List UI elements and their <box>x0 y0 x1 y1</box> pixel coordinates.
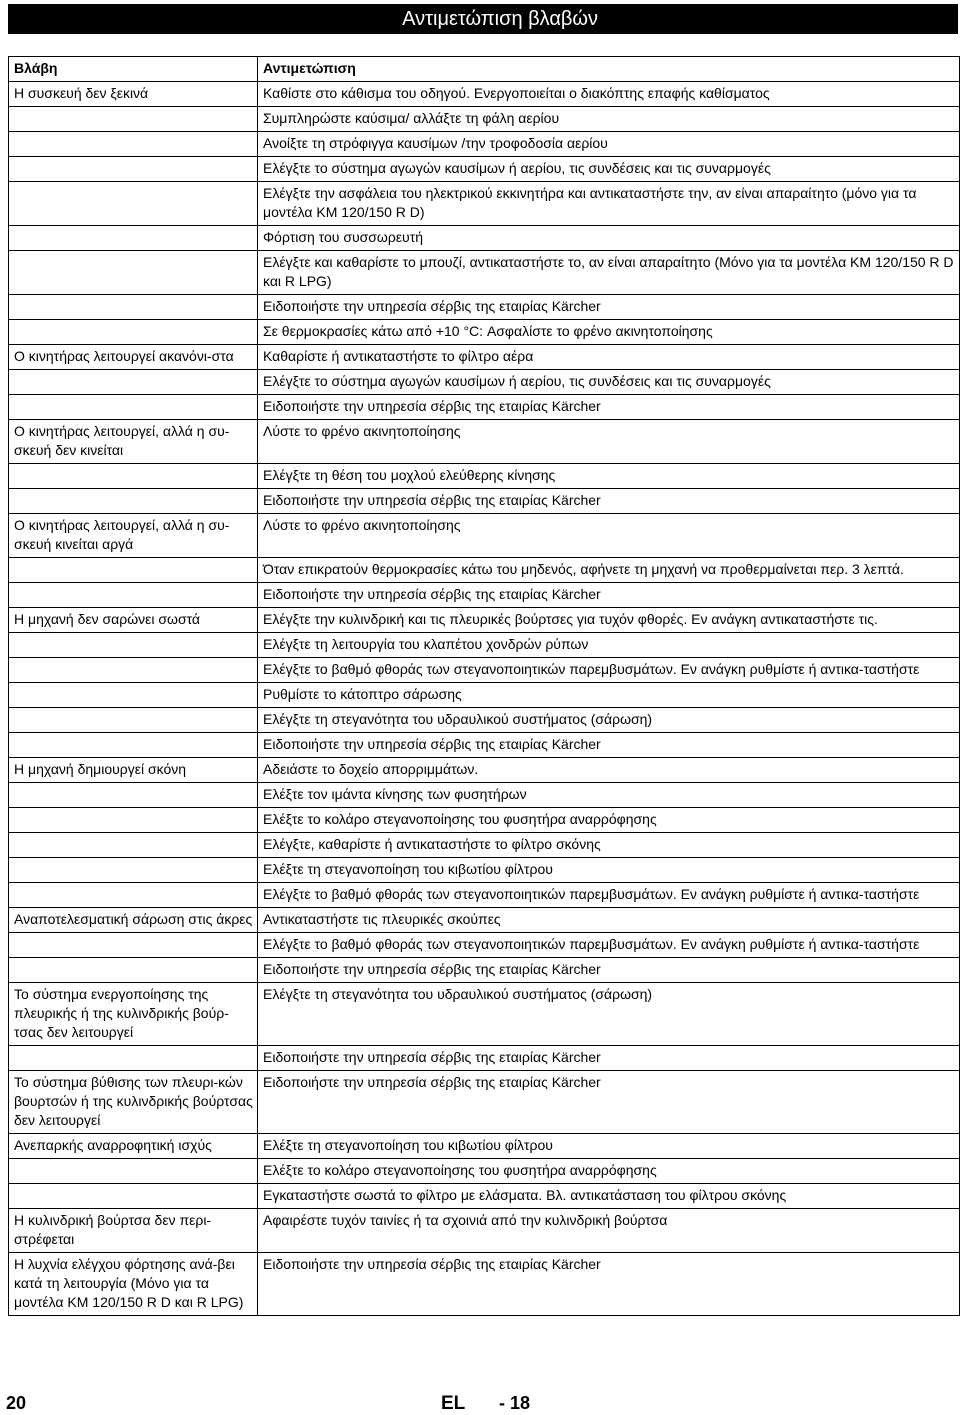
remedy-cell: Συμπληρώστε καύσιμα/ αλλάξτε τη φάλη αερίου <box>258 107 960 132</box>
section-header-bar <box>8 4 958 34</box>
fault-cell-empty <box>9 1184 258 1209</box>
table-row <box>9 883 960 908</box>
table-row <box>9 345 960 370</box>
fault-cell: Η μηχανή δεν σαρώνει σωστά <box>9 608 258 633</box>
table-row <box>9 1184 960 1209</box>
fault-cell-empty <box>9 464 258 489</box>
remedy-cell: Όταν επικρατούν θερμοκρασίες κάτω του μηδενός, αφήνετε τη μηχανή να προθερμαίνεται περ. 3 λεπτά. <box>258 558 960 583</box>
fault-cell-empty <box>9 320 258 345</box>
table-row <box>9 658 960 683</box>
remedy-cell: Ειδοποιήστε την υπηρεσία σέρβις της εταιρίας Kärcher <box>258 958 960 983</box>
remedy-cell: Ελέγξτε το βαθμό φθοράς των στεγανοποιητικών παρεμβυσμάτων. Εν ανάγκη ρυθμίστε ή αντικα-ταστήστε <box>258 658 960 683</box>
table-row <box>9 908 960 933</box>
fault-cell: Το σύστημα ενεργοποίησης της πλευρικής ή της κυλινδρικής βούρ-τσας δεν λειτουργεί <box>9 983 258 1046</box>
table-row <box>9 1071 960 1134</box>
remedy-cell: Ελέγξτε τη θέση του μοχλού ελεύθερης κίνησης <box>258 464 960 489</box>
table-body <box>9 82 960 1316</box>
table-row <box>9 132 960 157</box>
table-row <box>9 157 960 182</box>
remedy-cell: Ειδοποιήστε την υπηρεσία σέρβις της εταιρίας Kärcher <box>258 733 960 758</box>
column-header-fault: Βλάβη <box>9 57 258 82</box>
table-row <box>9 320 960 345</box>
page-number-right: - 18 <box>499 1393 531 1413</box>
table-row <box>9 608 960 633</box>
remedy-cell: Ειδοποιήστε την υπηρεσία σέρβις της εταιρίας Kärcher <box>258 1253 960 1316</box>
fault-cell: Η συσκευή δεν ξεκινά <box>9 82 258 107</box>
table-row <box>9 558 960 583</box>
remedy-cell: Ειδοποιήστε την υπηρεσία σέρβις της εταιρίας Kärcher <box>258 1071 960 1134</box>
fault-cell-empty <box>9 182 258 226</box>
table-row <box>9 1046 960 1071</box>
fault-cell-empty <box>9 658 258 683</box>
remedy-cell: Ανοίξτε τη στρόφιγγα καυσίμων /την τροφοδοσία αερίου <box>258 132 960 157</box>
fault-cell-empty <box>9 251 258 295</box>
table-row <box>9 858 960 883</box>
table-row <box>9 420 960 464</box>
remedy-cell: Ελέγξτε τη λειτουργία του κλαπέτου χονδρών ρύπων <box>258 633 960 658</box>
remedy-cell: Ελέξτε το κολάρο στεγανοποίησης του φυσητήρα αναρρόφησης <box>258 1159 960 1184</box>
table-row <box>9 958 960 983</box>
fault-cell-empty <box>9 808 258 833</box>
remedy-cell: Εγκαταστήστε σωστά το φίλτρο με ελάσματα. Βλ. αντικατάσταση του φίλτρου σκόνης <box>258 1184 960 1209</box>
remedy-cell: Ελέγξτε την κυλινδρική και τις πλευρικές βούρτσες για τυχόν φθορές. Εν ανάγκη αντικαταστήστε τις. <box>258 608 960 633</box>
remedy-cell: Ειδοποιήστε την υπηρεσία σέρβις της εταιρίας Kärcher <box>258 583 960 608</box>
table-row <box>9 251 960 295</box>
fault-cell-empty <box>9 683 258 708</box>
remedy-cell: Ελέξτε το κολάρο στεγανοποίησης του φυσητήρα αναρρόφησης <box>258 808 960 833</box>
fault-cell-empty <box>9 583 258 608</box>
table-row <box>9 633 960 658</box>
remedy-cell: Ειδοποιήστε την υπηρεσία σέρβις της εταιρίας Kärcher <box>258 295 960 320</box>
table-row <box>9 1159 960 1184</box>
fault-cell-empty <box>9 226 258 251</box>
table-row <box>9 370 960 395</box>
table-row <box>9 464 960 489</box>
fault-cell-empty <box>9 783 258 808</box>
remedy-cell: Ελέγξτε το σύστημα αγωγών καυσίμων ή αερίου, τις συνδέσεις και τις συναρμογές <box>258 157 960 182</box>
table-row <box>9 82 960 107</box>
fault-cell-empty <box>9 708 258 733</box>
fault-cell-empty <box>9 157 258 182</box>
table-row <box>9 808 960 833</box>
fault-cell: Η λυχνία ελέγχου φόρτησης ανά-βει κατά τη λειτουργία (Μόνο για τα μοντέλα KM 120/150 R D και R LPG) <box>9 1253 258 1316</box>
table-row <box>9 758 960 783</box>
remedy-cell: Ρυθμίστε το κάτοπτρο σάρωσης <box>258 683 960 708</box>
remedy-cell: Αφαιρέστε τυχόν ταινίες ή τα σχοινιά από την κυλινδρική βούρτσα <box>258 1209 960 1253</box>
remedy-cell: Ελέγξτε το σύστημα αγωγών καυσίμων ή αερίου, τις συνδέσεις και τις συναρμογές <box>258 370 960 395</box>
fault-cell: Ο κινητήρας λειτουργεί, αλλά η συ-σκευή κινείται αργά <box>9 514 258 558</box>
page-title: Αντιμετώπιση βλαβών <box>402 8 598 30</box>
fault-cell: Το σύστημα βύθισης των πλευρι-κών βουρτσών ή της κυλινδρικής βούρτσας δεν λειτουργεί <box>9 1071 258 1134</box>
fault-cell-empty <box>9 558 258 583</box>
remedy-cell: Λύστε το φρένο ακινητοποίησης <box>258 514 960 558</box>
column-header-remedy: Αντιμετώπιση <box>258 57 960 82</box>
remedy-cell: Ελέξτε τη στεγανοποίηση του κιβωτίου φίλτρου <box>258 1134 960 1159</box>
fault-cell: Ανεπαρκής αναρροφητική ισχύς <box>9 1134 258 1159</box>
remedy-cell: Ελέγξτε τη στεγανότητα του υδραυλικού συστήματος (σάρωση) <box>258 708 960 733</box>
table-row <box>9 733 960 758</box>
table-row <box>9 583 960 608</box>
table-row <box>9 295 960 320</box>
table-row <box>9 1253 960 1316</box>
fault-cell-empty <box>9 489 258 514</box>
table-row <box>9 683 960 708</box>
fault-cell-empty <box>9 733 258 758</box>
table-row <box>9 708 960 733</box>
table-row <box>9 395 960 420</box>
fault-cell-empty <box>9 132 258 157</box>
table-row <box>9 514 960 558</box>
table-row <box>9 833 960 858</box>
remedy-cell: Λύστε το φρένο ακινητοποίησης <box>258 420 960 464</box>
remedy-cell: Ειδοποιήστε την υπηρεσία σέρβις της εταιρίας Kärcher <box>258 395 960 420</box>
table-row <box>9 1209 960 1253</box>
fault-cell-empty <box>9 633 258 658</box>
remedy-cell: Ειδοποιήστε την υπηρεσία σέρβις της εταιρίας Kärcher <box>258 1046 960 1071</box>
fault-cell-empty <box>9 370 258 395</box>
table-row <box>9 226 960 251</box>
remedy-cell: Αδειάστε το δοχείο απορριμμάτων. <box>258 758 960 783</box>
table-row <box>9 107 960 132</box>
fault-cell-empty <box>9 883 258 908</box>
page-number-left: 20 <box>6 1393 27 1413</box>
fault-cell: Ο κινητήρας λειτουργεί ακανόνι-στα <box>9 345 258 370</box>
remedy-cell: Ελέγξτε, καθαρίστε ή αντικαταστήστε το φίλτρο σκόνης <box>258 833 960 858</box>
fault-cell: Η μηχανή δημιουργεί σκόνη <box>9 758 258 783</box>
remedy-cell: Ελέξτε τη στεγανοποίηση του κιβωτίου φίλτρου <box>258 858 960 883</box>
remedy-cell: Σε θερμοκρασίες κάτω από +10 °C: Ασφαλίστε το φρένο ακινητοποίησης <box>258 320 960 345</box>
remedy-cell: Ειδοποιήστε την υπηρεσία σέρβις της εταιρίας Kärcher <box>258 489 960 514</box>
table-header-row <box>9 57 960 82</box>
troubleshooting-table <box>8 56 960 1316</box>
fault-cell-empty <box>9 107 258 132</box>
fault-cell-empty <box>9 395 258 420</box>
fault-cell: Ο κινητήρας λειτουργεί, αλλά η συ-σκευή δεν κινείται <box>9 420 258 464</box>
remedy-cell: Ελέγξτε τη στεγανότητα του υδραυλικού συστήματος (σάρωση) <box>258 983 960 1046</box>
remedy-cell: Φόρτιση του συσσωρευτή <box>258 226 960 251</box>
table-row <box>9 489 960 514</box>
remedy-cell: Ελέγξτε το βαθμό φθοράς των στεγανοποιητικών παρεμβυσμάτων. Εν ανάγκη ρυθμίστε ή αντικα-ταστήστε <box>258 883 960 908</box>
table-row <box>9 933 960 958</box>
remedy-cell: Ελέξτε τον ιμάντα κίνησης των φυσητήρων <box>258 783 960 808</box>
remedy-cell: Ελέγξτε το βαθμό φθοράς των στεγανοποιητικών παρεμβυσμάτων. Εν ανάγκη ρυθμίστε ή αντικα-ταστήστε <box>258 933 960 958</box>
table-row <box>9 983 960 1046</box>
fault-cell: Αναποτελεσματική σάρωση στις άκρες <box>9 908 258 933</box>
fault-cell-empty <box>9 295 258 320</box>
remedy-cell: Ελέγξτε και καθαρίστε το μπουζί, αντικαταστήστε το, αν είναι απαραίτητο (Μόνο για τα μοντέλα KM 120/150 R D και R LPG) <box>258 251 960 295</box>
fault-cell-empty <box>9 833 258 858</box>
fault-cell-empty <box>9 958 258 983</box>
fault-cell-empty <box>9 858 258 883</box>
table-row <box>9 1134 960 1159</box>
fault-cell-empty <box>9 1046 258 1071</box>
remedy-cell: Αντικαταστήστε τις πλευρικές σκούπες <box>258 908 960 933</box>
fault-cell: Η κυλινδρική βούρτσα δεν περι-στρέφεται <box>9 1209 258 1253</box>
remedy-cell: Καθαρίστε ή αντικαταστήστε το φίλτρο αέρα <box>258 345 960 370</box>
fault-cell-empty <box>9 933 258 958</box>
remedy-cell: Καθίστε στο κάθισμα του οδηγού. Ενεργοποιείται ο διακόπτης επαφής καθίσματος <box>258 82 960 107</box>
table-row <box>9 182 960 226</box>
table-row <box>9 783 960 808</box>
language-code: EL <box>441 1393 466 1414</box>
remedy-cell: Ελέγξτε την ασφάλεια του ηλεκτρικού εκκινητήρα και αντικαταστήστε την, αν είναι απαραίτητο (μόνο για τα μοντέλα KM 120/150 R D) <box>258 182 960 226</box>
fault-cell-empty <box>9 1159 258 1184</box>
